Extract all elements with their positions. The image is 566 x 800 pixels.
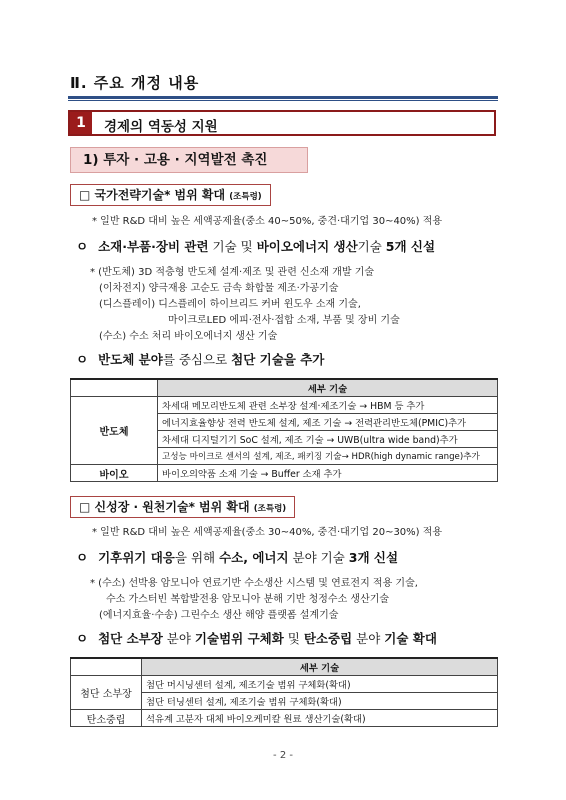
table-category: 탄소중립 [71,710,142,727]
bullet-emphasis: 수소, 에너지 [219,550,289,565]
table-category: 바이오 [71,465,158,482]
bullet-item [76,549,398,567]
table-row [71,676,498,693]
note-line: 수소 가스터빈 복합발전용 암모니아 분해 기반 청정수소 생산기술 [106,594,390,605]
topic-tag: (조특령) [253,504,287,514]
topic-note: * 일반 R&D 대비 높은 세액공제율(중소 40~50%, 중견·대기업 30~40%) 적용 [92,216,443,227]
bullet-text: 를 중심으로 [162,352,232,367]
chapter-title: Ⅱ. 주요 개정 내용 [70,74,200,92]
section-title: 경제의 역동성 지원 [104,119,218,135]
bullet-text: 기술 [357,239,386,254]
bullet-emphasis: 소재·부품·장비 관련 [98,239,209,254]
bullet-emphasis: 탄소중립 [303,631,353,646]
bullet-text: 기술 및 [208,239,257,254]
table-row [71,397,498,414]
section-number: 1 [70,112,92,134]
bullet-text: 분야 [352,631,385,646]
table-cell: 고성능 마이크로 센서의 설계, 제조, 패키징 기술→ HDR(high dynamic range)추가 [158,448,498,465]
note-line: (이차전지) 양극재용 고순도 금속 화합물 제조·가공기술 [99,283,339,294]
bullet-emphasis: 첨단 기술을 추가 [231,352,325,367]
bullet-item [76,351,324,369]
table-cell: 첨단 터닝센터 설계, 제조기술 범위 구체화(확대) [142,693,498,710]
table-cell: 첨단 머시닝센터 설계, 제조기술 범위 구체화(확대) [142,676,498,693]
topic-new-growth-tech [70,496,295,518]
table-header-blank [71,658,142,676]
bullet-item [76,238,435,256]
bullet-emphasis: 5개 신설 [385,239,436,254]
table-header: 세부 기술 [142,658,498,676]
note-line: (디스플레이) 디스플레이 하이브리드 커버 윈도우 소재 기술, [99,299,361,310]
table-category: 첨단 소부장 [71,676,142,710]
topic-note: * 일반 R&D 대비 높은 세액공제율(중소 30~40%, 중견·대기업 20~30%) 적용 [92,527,443,538]
bullet-emphasis: 반도체 분야 [98,352,163,367]
note-line: (에너지효율·수송) 그린수소 생산 해양 플랫폼 설계기술 [99,610,339,621]
chapter-rule-thin [68,100,498,101]
topic-title: □ 국가전략기술* 범위 확대 [79,188,226,202]
bullet-marker: ㅇ [76,352,89,367]
tech-table-1 [70,378,498,482]
bullet-emphasis: 바이오에너지 생산 [256,239,358,254]
table-header: 세부 기술 [158,379,498,397]
table-category: 반도체 [71,397,158,465]
bullet-emphasis: 기술범위 구체화 [194,631,284,646]
bullet-text: 분야 기술 [288,550,349,565]
table-row [71,465,498,482]
bullet-text: 분야 [162,631,195,646]
table-cell: 바이오의약품 소재 기술 → Buffer 소재 추가 [158,465,498,482]
bullet-text: 및 [283,631,304,646]
bullet-item [76,630,437,648]
bullet-marker: ㅇ [76,239,89,254]
table-row [71,710,498,727]
bullet-text: 을 위해 [174,550,220,565]
table-cell: 석유계 고분자 대체 바이오케미칼 원료 생산기술(확대) [142,710,498,727]
note-line: 마이크로LED 에피·전사·접합 소재, 부품 및 장비 기술 [168,315,400,326]
topic-tag: (조특령) [229,192,262,202]
table-header-blank [71,379,158,397]
note-line: * (수소) 선박용 암모니아 연료기반 수소생산 시스템 및 연료전지 적용 기술, [90,578,418,589]
note-line: * (반도체) 3D 적층형 반도체 설계·제조 및 관련 신소재 개발 기술 [90,267,375,278]
table-cell: 에너지효율향상 전력 반도체 설계, 제조 기술 → 전력관리반도체(PMIC)추가 [158,414,498,431]
topic-title: □ 신성장 · 원천기술* 범위 확대 [79,500,250,514]
bullet-emphasis: 기술 확대 [384,631,437,646]
subsection-title: 1) 투자 · 고용 · 지역발전 촉진 [70,147,308,173]
table-cell: 차세대 디지털기기 SoC 설계, 제조 기술 → UWB(ultra wide band)추가 [158,431,498,448]
tech-table-2 [70,657,498,727]
note-line: (수소) 수소 처리 바이오에너지 생산 기술 [99,331,278,342]
bullet-marker: ㅇ [76,631,89,646]
bullet-marker: ㅇ [76,550,89,565]
table-cell: 차세대 메모리반도체 관련 소부장 설계·제조기술 → HBM 등 추가 [158,397,498,414]
bullet-emphasis: 3개 신설 [348,550,399,565]
chapter-rule [68,96,498,99]
page-number: - 2 - [273,750,293,761]
topic-national-strategic-tech [70,184,271,206]
bullet-emphasis: 첨단 소부장 [98,631,163,646]
bullet-emphasis: 기후위기 대응 [98,550,175,565]
